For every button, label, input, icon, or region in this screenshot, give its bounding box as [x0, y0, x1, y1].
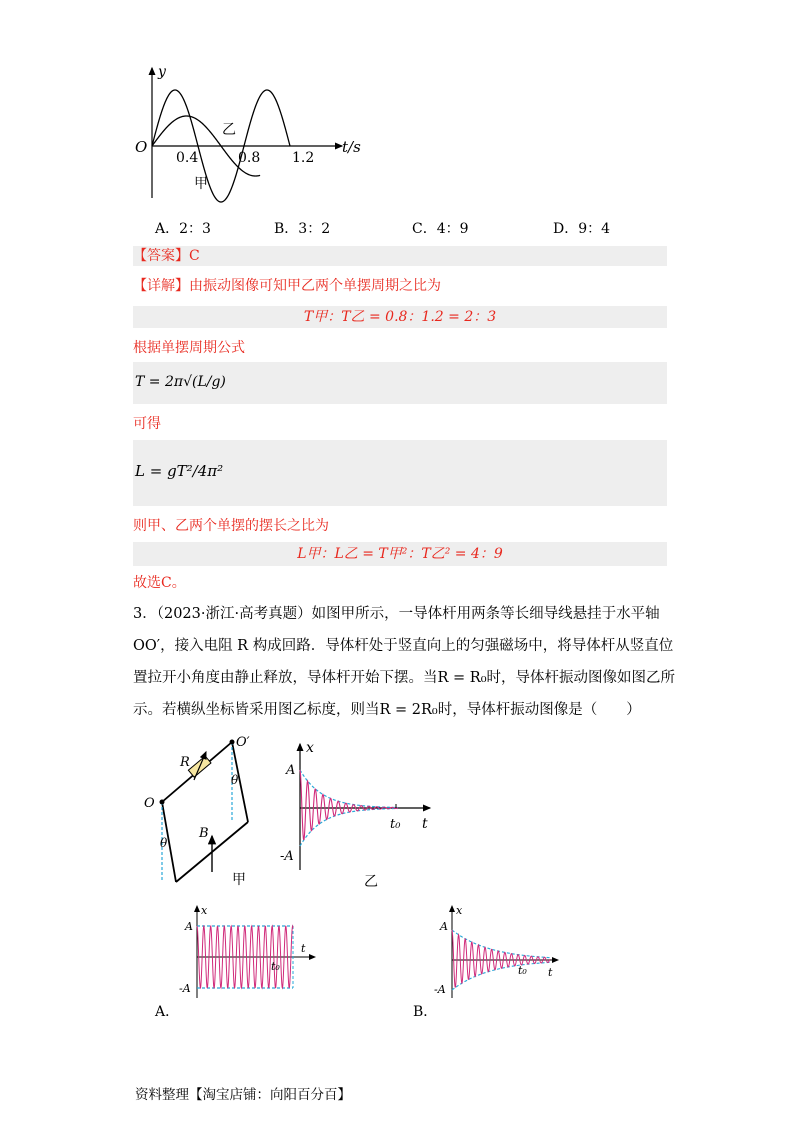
vibration-graph-1 — [130, 60, 370, 210]
t-axis-text: t/s — [342, 138, 361, 156]
option-a-graph[interactable] — [175, 902, 320, 1002]
b-label-t0: t₀ — [518, 964, 527, 977]
caption-yi: 乙 — [364, 874, 378, 890]
yi-envelope-lower — [300, 808, 398, 846]
b-label-x: x — [456, 904, 463, 917]
b-label-t: t — [548, 966, 553, 979]
length-ratio: L甲：L乙 = T甲²：T乙² = 4：9 — [297, 546, 503, 562]
detail-label: 【详解】 — [133, 278, 189, 294]
b-label-neg-a: -A — [434, 983, 446, 996]
option-a[interactable]: A．2：3 — [155, 221, 211, 237]
formula-intro: 根据单摆周期公式 — [133, 340, 245, 356]
answer-label: 【答案】C — [133, 248, 200, 264]
tick-0.8: 0.8 — [238, 150, 261, 166]
formula-period-text: T = 2π√(L/g) — [135, 374, 226, 390]
option-a-label[interactable]: A． — [155, 1004, 180, 1020]
question3-line1: 3．（2023·浙江·高考真题）如图甲所示，一导体杆用两条等长细导线悬挂于水平轴 — [133, 606, 660, 622]
detail-line — [133, 276, 441, 296]
yi-label-neg-a: -A — [280, 849, 294, 864]
can-get: 可得 — [133, 416, 161, 432]
a-label-t: t — [301, 942, 306, 955]
option-d[interactable]: D．9：4 — [553, 221, 611, 237]
label-b: B — [199, 826, 209, 841]
conclusion: 故选C。 — [133, 575, 186, 591]
t-axis-label — [342, 138, 361, 156]
b-damped-curve — [452, 930, 550, 988]
point-o-prime — [230, 740, 235, 745]
label-theta-left: θ — [160, 836, 168, 850]
yi-label-t: t — [422, 816, 428, 832]
question3-line3: 置拉开小角度由静止释放，导体杆开始下摆。当R = R₀时，导体杆振动图像如图乙所 — [133, 670, 676, 686]
length-intro: 则甲、乙两个单摆的摆长之比为 — [133, 518, 329, 534]
label-r: R — [180, 755, 190, 770]
formula-period — [133, 362, 667, 404]
label-theta-right: θ — [231, 773, 239, 787]
label-o-prime: O′ — [236, 735, 250, 750]
figure-yi — [280, 740, 440, 890]
a-label-neg-a: -A — [179, 982, 191, 995]
figure-jia — [140, 732, 290, 892]
detail-text: 由振动图像可知甲乙两个单摆周期之比为 — [189, 278, 441, 294]
option-c[interactable]: C．4：9 — [412, 221, 469, 237]
caption-jia: 甲 — [232, 872, 246, 888]
y-axis-label: y — [158, 64, 166, 80]
tick-0.4: 0.4 — [176, 150, 199, 166]
a-label-x: x — [201, 904, 208, 917]
period-ratio: T甲：T乙 = 0.8：1.2 = 2：3 — [303, 309, 497, 325]
option-b-graph[interactable] — [430, 902, 565, 1002]
formula-length: L = gT²/4π² — [135, 462, 224, 480]
yi-label-t0: t₀ — [390, 817, 401, 832]
answer-band — [133, 246, 667, 266]
yi-label-x: x — [306, 740, 314, 756]
yi-label-a: A — [286, 763, 296, 778]
question3-line4: 示。若横纵坐标皆采用图乙标度，则当R = 2R₀时，导体杆振动图像是（ ） — [133, 702, 641, 718]
tick-1.2: 1.2 — [292, 150, 315, 166]
label-yi: 乙 — [222, 122, 236, 138]
footer-text: 资料整理【淘宝店铺：向阳百分百】 — [135, 1087, 351, 1103]
option-b[interactable]: B．3：2 — [274, 221, 331, 237]
label-jia: 甲 — [194, 176, 208, 192]
question3-line2: OO′，接入电阻 R 构成回路．导体杆处于竖直向上的匀强磁场中，将导体杆从竖直位 — [133, 638, 674, 654]
b-label-a: A — [440, 920, 448, 933]
a-label-t0: t₀ — [271, 960, 280, 973]
option-b-label[interactable]: B． — [413, 1004, 438, 1020]
a-label-a: A — [185, 920, 193, 933]
point-o — [160, 800, 165, 805]
origin-label: O — [135, 138, 148, 156]
label-o: O — [144, 796, 155, 811]
yi-damped-curve — [300, 770, 398, 840]
